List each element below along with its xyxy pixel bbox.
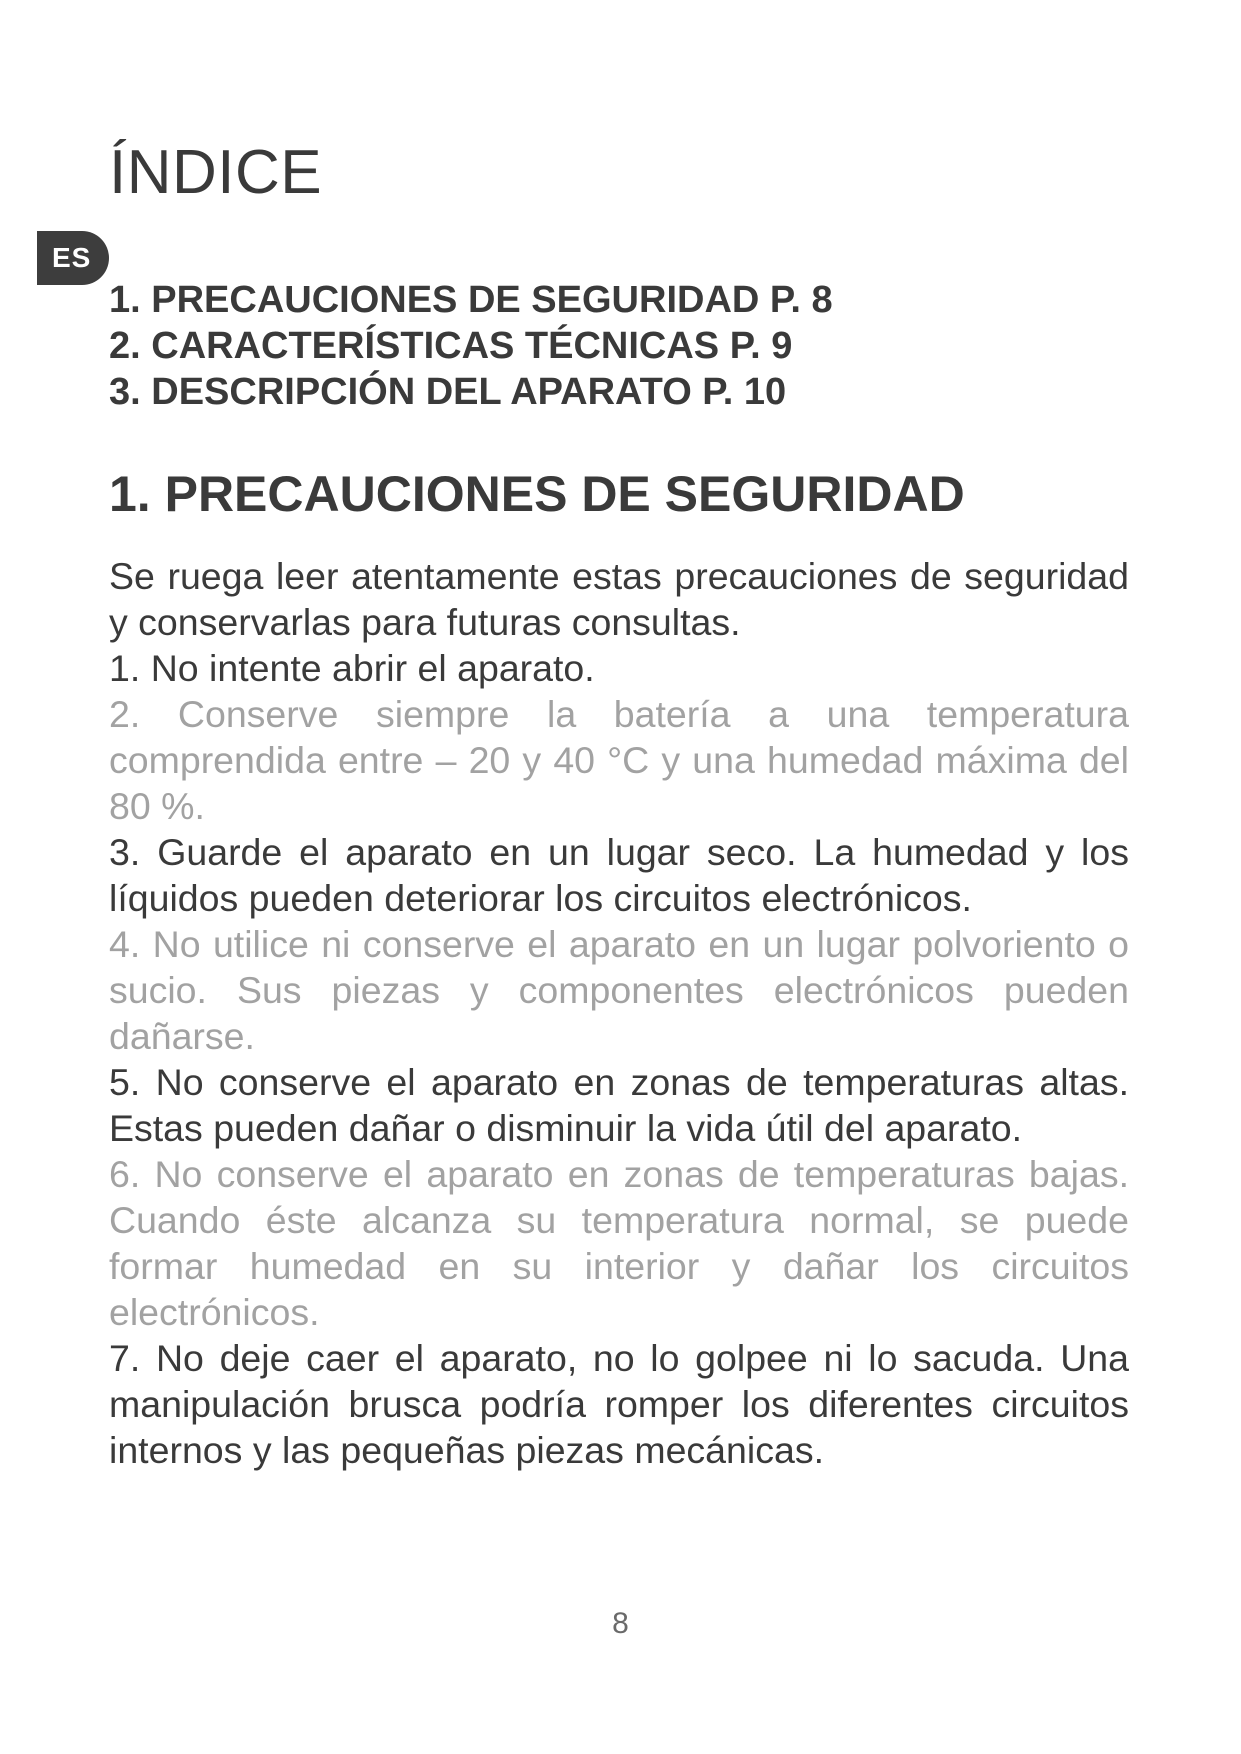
language-tab: ES xyxy=(37,231,109,285)
section-body xyxy=(109,553,1129,1473)
section-title: 1. PRECAUCIONES DE SEGURIDAD xyxy=(109,466,965,522)
precaution-item: 3. Guarde el aparato en un lugar seco. La humedad y los líquidos pueden deteriorar los circuitos electrónicos. xyxy=(109,831,1129,919)
precaution-item: 6. No conserve el aparato en zonas de temperaturas bajas. Cuando éste alcanza su temperatura normal, se puede formar humedad en su interior y dañar los circuitos electrónicos. xyxy=(109,1153,1129,1333)
toc-entry: 3. DESCRIPCIÓN DEL APARATO P. 10 xyxy=(109,371,787,413)
precaution-item: 5. No conserve el aparato en zonas de temperaturas altas. Estas pueden dañar o disminuir la vida útil del aparato. xyxy=(109,1061,1129,1149)
index-title: ÍNDICE xyxy=(109,138,323,207)
precaution-item: 7. No deje caer el aparato, no lo golpee ni lo sacuda. Una manipulación brusca podría romper los diferentes circuitos internos y las pequeñas piezas mecánicas. xyxy=(109,1337,1129,1471)
precaution-item: 2. Conserve siempre la batería a una temperatura comprendida entre – 20 y 40 °C y una humedad máxima del 80 %. xyxy=(109,693,1129,827)
precaution-item: 4. No utilice ni conserve el aparato en un lugar polvoriento o sucio. Sus piezas y componentes electrónicos pueden dañarse. xyxy=(109,923,1129,1057)
page-number: 8 xyxy=(612,1607,629,1640)
precaution-item: 1. No intente abrir el aparato. xyxy=(109,647,595,689)
intro-paragraph: Se ruega leer atentamente estas precauciones de seguridad y conservarlas para futuras consultas. xyxy=(109,555,1129,643)
table-of-contents xyxy=(109,277,833,415)
toc-entry: 1. PRECAUCIONES DE SEGURIDAD P. 8 xyxy=(109,279,833,321)
toc-entry: 2. CARACTERÍSTICAS TÉCNICAS P. 9 xyxy=(109,325,793,367)
